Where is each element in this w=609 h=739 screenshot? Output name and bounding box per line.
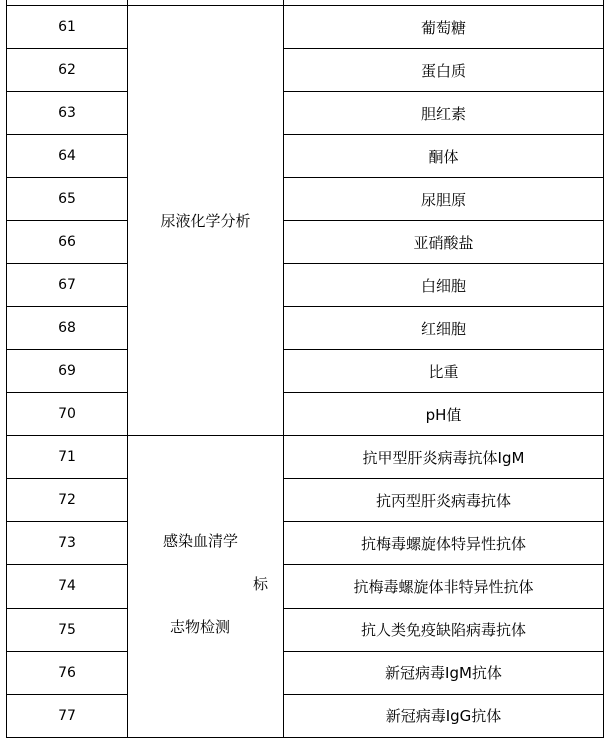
table-row xyxy=(7,393,604,436)
item-name: 亚硝酸盐 xyxy=(284,221,604,264)
category-cell xyxy=(128,436,284,738)
table-row xyxy=(7,307,604,350)
row-number: 76 xyxy=(7,651,128,694)
table-row xyxy=(7,522,604,565)
row-number: 61 xyxy=(7,6,128,49)
row-number: 71 xyxy=(7,436,128,479)
table-row xyxy=(7,178,604,221)
table-row xyxy=(7,92,604,135)
row-number: 62 xyxy=(7,49,128,92)
item-name: 葡萄糖 xyxy=(284,6,604,49)
item-name: 新冠病毒IgM抗体 xyxy=(284,651,604,694)
item-name: 白细胞 xyxy=(284,264,604,307)
row-number: 65 xyxy=(7,178,128,221)
row-number: 63 xyxy=(7,92,128,135)
table-row xyxy=(7,350,604,393)
row-number: 73 xyxy=(7,522,128,565)
item-name: 尿胆原 xyxy=(284,178,604,221)
category-cell: 尿液化学分析 xyxy=(128,6,284,436)
item-name: 胆红素 xyxy=(284,92,604,135)
item-name: 抗甲型肝炎病毒抗体IgM xyxy=(284,436,604,479)
item-name: pH值 xyxy=(284,393,604,436)
category-line: 标 xyxy=(253,575,269,593)
table-row xyxy=(7,694,604,737)
table-row xyxy=(7,479,604,522)
table-row xyxy=(7,608,604,651)
item-name: 抗人类免疫缺陷病毒抗体 xyxy=(284,608,604,651)
row-number: 68 xyxy=(7,307,128,350)
item-name: 抗梅毒螺旋体非特异性抗体 xyxy=(284,565,604,608)
table-row xyxy=(7,651,604,694)
table-row xyxy=(7,6,604,49)
row-number: 74 xyxy=(7,565,128,608)
category-line: 感染血清学 xyxy=(163,532,239,550)
item-name: 红细胞 xyxy=(284,307,604,350)
row-number: 64 xyxy=(7,135,128,178)
row-number: 70 xyxy=(7,393,128,436)
item-name: 新冠病毒IgG抗体 xyxy=(284,694,604,737)
row-number: 72 xyxy=(7,479,128,522)
table-row xyxy=(7,436,604,479)
table-row xyxy=(7,221,604,264)
table-row xyxy=(7,49,604,92)
row-number: 67 xyxy=(7,264,128,307)
item-name: 比重 xyxy=(284,350,604,393)
table-row xyxy=(7,135,604,178)
table-row xyxy=(7,264,604,307)
row-number: 77 xyxy=(7,694,128,737)
item-name: 抗梅毒螺旋体特异性抗体 xyxy=(284,522,604,565)
row-number: 69 xyxy=(7,350,128,393)
item-name: 蛋白质 xyxy=(284,49,604,92)
category-line: 志物检测 xyxy=(170,618,231,636)
row-number: 75 xyxy=(7,608,128,651)
item-name: 抗丙型肝炎病毒抗体 xyxy=(284,479,604,522)
table-row xyxy=(7,565,604,608)
row-number: 66 xyxy=(7,221,128,264)
test-items-table xyxy=(6,0,604,738)
item-name: 酮体 xyxy=(284,135,604,178)
